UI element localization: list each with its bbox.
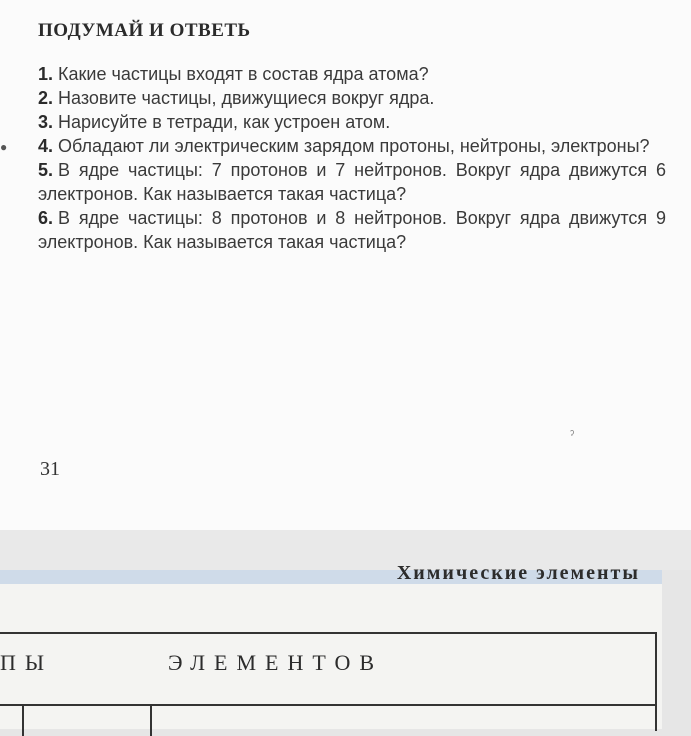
question-item [38,206,666,254]
question-text: Какие частицы входят в состав ядра атома? [58,64,429,84]
running-header-title: Химические элементы [396,562,640,584]
table-header-left: ПЫ [0,650,54,675]
question-text: Обладают ли электрическим зарядом протоны, нейтроны, электроны? [58,136,650,156]
question-text: В ядре частицы: 7 протонов и 7 нейтронов. Вокруг ядра движутся 6 электронов. Как называется такая частица? [38,160,666,204]
question-item [38,134,666,158]
elements-table [0,632,657,731]
question-text: В ядре частицы: 8 протонов и 8 нейтронов. Вокруг ядра движутся 9 электронов. Как называется такая частица? [38,208,666,252]
page-number: 31 [40,458,60,480]
table-header-right: ЭЛЕМЕНТОВ [168,650,384,675]
page-edge-mark: ● [0,140,8,154]
table-column-divider [150,706,152,736]
question-list [38,62,666,254]
textbook-page-bottom [0,562,662,729]
question-item [38,86,666,110]
question-item [38,158,666,206]
question-number: 2. [38,88,54,108]
question-item [38,62,666,86]
question-number: 5. [38,160,54,180]
question-number: 1. [38,64,54,84]
question-item [38,110,666,134]
table-column-divider [22,706,24,736]
question-number: 6. [38,208,54,228]
table-row-divider [0,704,655,706]
stray-mark: ˀ [570,428,575,442]
question-text: Назовите частицы, движущиеся вокруг ядра. [58,88,435,108]
question-number: 4. [38,136,54,156]
section-heading: ПОДУМАЙ И ОТВЕТЬ [38,20,251,41]
question-number: 3. [38,112,54,132]
question-text: Нарисуйте в тетради, как устроен атом. [58,112,391,132]
